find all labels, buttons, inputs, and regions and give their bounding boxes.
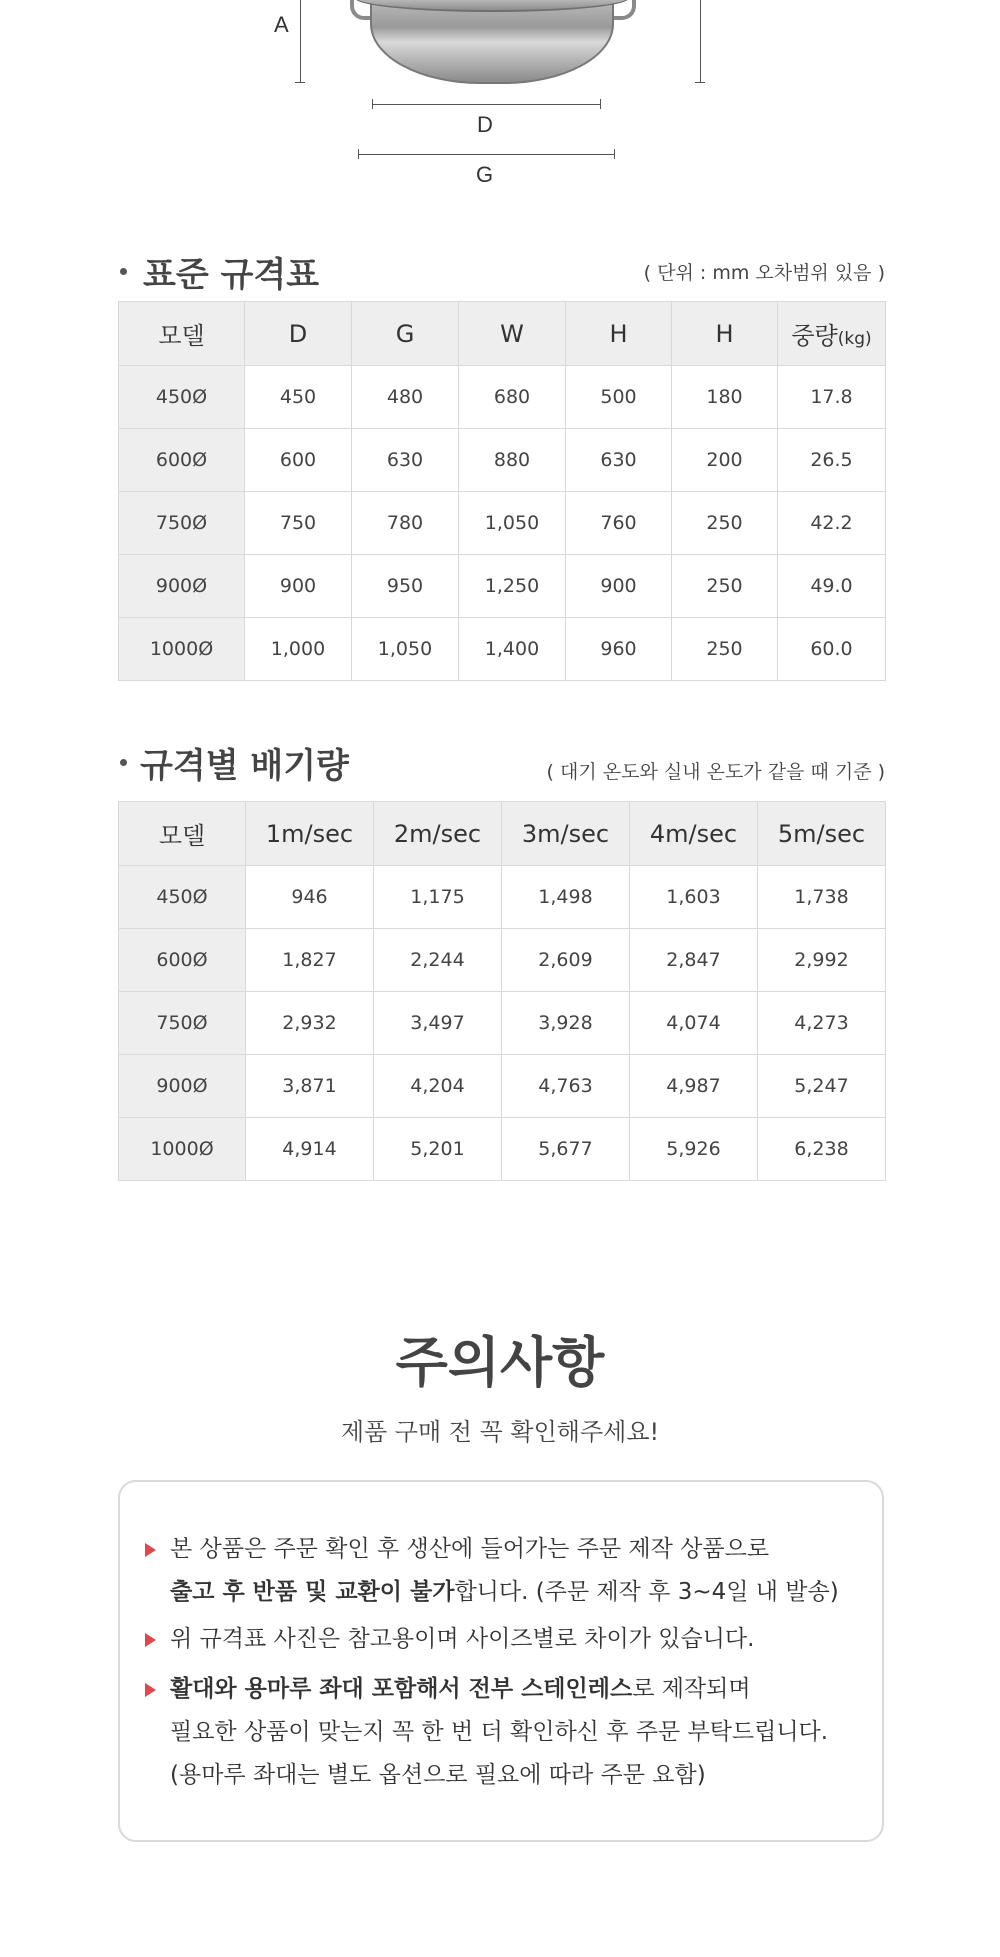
table-cell: 630 — [566, 429, 672, 492]
header-cell: 모델 — [119, 302, 245, 366]
dimension-tick — [695, 82, 705, 83]
table-cell: 2,932 — [246, 992, 374, 1055]
dimension-tick — [600, 99, 601, 109]
table-cell: 4,914 — [246, 1118, 374, 1181]
table-cell: 750 — [245, 492, 352, 555]
dimension-line-d — [372, 104, 600, 105]
table-cell: 1,738 — [758, 866, 886, 929]
table-cell: 2,609 — [502, 929, 630, 992]
model-cell: 450Ø — [119, 366, 245, 429]
table-cell: 17.8 — [778, 366, 886, 429]
spec-unit-note: ( 단위 : mm 오차범위 있음 ) — [643, 262, 885, 284]
table-cell: 4,074 — [630, 992, 758, 1055]
table-cell: 600 — [245, 429, 352, 492]
table-cell: 250 — [672, 492, 778, 555]
caution-item-2: 위 규격표 사진은 참고용이며 사이즈별로 차이가 있습니다. — [170, 1626, 755, 1652]
table-row — [119, 492, 886, 555]
table-cell: 4,987 — [630, 1055, 758, 1118]
dimension-label-d: D — [477, 112, 493, 137]
table-cell: 5,201 — [374, 1118, 502, 1181]
table-cell: 630 — [352, 429, 459, 492]
caution-item-1-rest: 합니다. (주문 제작 후 3~4일 내 발송) — [454, 1579, 839, 1605]
caution-title: 주의사항 — [395, 1331, 605, 1394]
dimension-tick — [358, 149, 359, 159]
table-cell: 4,273 — [758, 992, 886, 1055]
caution-subtitle: 제품 구매 전 꼭 확인해주세요! — [340, 1418, 660, 1446]
table-cell: 3,871 — [246, 1055, 374, 1118]
table-row — [119, 618, 886, 681]
model-cell: 600Ø — [119, 429, 245, 492]
dimension-tick — [295, 82, 305, 83]
caution-item-1-line2 — [170, 1571, 839, 1614]
header-cell: 모델 — [119, 802, 246, 866]
table-cell: 760 — [566, 492, 672, 555]
header-cell: 3m/sec — [502, 802, 630, 866]
table-cell: 6,238 — [758, 1118, 886, 1181]
table-header-row — [119, 302, 886, 366]
table-cell: 1,603 — [630, 866, 758, 929]
table-cell: 3,497 — [374, 992, 502, 1055]
table-cell: 3,928 — [502, 992, 630, 1055]
model-cell: 750Ø — [119, 492, 245, 555]
table-row — [119, 366, 886, 429]
arrow-icon — [145, 1683, 156, 1697]
table-cell: 1,000 — [245, 618, 352, 681]
dimension-diagram — [0, 0, 1000, 200]
caution-item-3-line2: 필요한 상품이 맞는지 꼭 한 번 더 확인하신 후 주문 부탁드립니다. — [170, 1719, 829, 1745]
header-cell-weight — [778, 302, 886, 366]
table-row — [119, 866, 886, 929]
table-cell: 1,400 — [459, 618, 566, 681]
table-cell: 950 — [352, 555, 459, 618]
table-row — [119, 929, 886, 992]
header-cell: H — [566, 302, 672, 366]
table-cell: 4,204 — [374, 1055, 502, 1118]
table-cell: 900 — [566, 555, 672, 618]
caution-item-3 — [170, 1668, 828, 1797]
table-cell: 780 — [352, 492, 459, 555]
table-cell: 946 — [246, 866, 374, 929]
table-cell: 26.5 — [778, 429, 886, 492]
table-cell: 180 — [672, 366, 778, 429]
header-cell: 5m/sec — [758, 802, 886, 866]
model-cell: 1000Ø — [119, 1118, 246, 1181]
table-row — [119, 555, 886, 618]
table-cell: 49.0 — [778, 555, 886, 618]
header-cell: D — [245, 302, 352, 366]
header-cell: 4m/sec — [630, 802, 758, 866]
dimension-line-a — [300, 0, 301, 82]
dimension-line-g — [358, 154, 614, 155]
table-cell: 5,247 — [758, 1055, 886, 1118]
table-cell: 4,763 — [502, 1055, 630, 1118]
table-cell: 5,677 — [502, 1118, 630, 1181]
header-cell: G — [352, 302, 459, 366]
section-bullet — [120, 759, 127, 766]
header-cell: H — [672, 302, 778, 366]
table-cell: 5,926 — [630, 1118, 758, 1181]
table-cell: 1,050 — [459, 492, 566, 555]
header-cell: 2m/sec — [374, 802, 502, 866]
table-cell: 1,250 — [459, 555, 566, 618]
table-cell: 450 — [245, 366, 352, 429]
caution-item-3-rest: 로 제작되며 — [632, 1676, 751, 1702]
table-cell: 680 — [459, 366, 566, 429]
caution-item-1-bold: 출고 후 반품 및 교환이 불가 — [170, 1579, 455, 1605]
caution-item-1-line1: 본 상품은 주문 확인 후 생산에 들어가는 주문 제작 상품으로 — [170, 1536, 770, 1562]
table-row — [119, 1055, 886, 1118]
caution-item-3-line3: (용마루 좌대는 별도 옵션으로 필요에 따라 주문 요함) — [170, 1762, 706, 1788]
caution-item-1 — [170, 1528, 839, 1614]
table-cell: 1,498 — [502, 866, 630, 929]
arrow-icon — [145, 1543, 156, 1557]
table-cell: 960 — [566, 618, 672, 681]
table-cell: 900 — [245, 555, 352, 618]
table-cell: 200 — [672, 429, 778, 492]
table-cell: 480 — [352, 366, 459, 429]
table-row — [119, 992, 886, 1055]
exhaust-table — [118, 801, 886, 1181]
table-cell: 2,847 — [630, 929, 758, 992]
model-cell: 600Ø — [119, 929, 246, 992]
dimension-tick — [614, 149, 615, 159]
weight-label: 중량 — [791, 322, 838, 350]
table-cell: 1,175 — [374, 866, 502, 929]
table-cell: 1,050 — [352, 618, 459, 681]
table-header-row — [119, 802, 886, 866]
dimension-label-g: G — [476, 162, 494, 187]
header-cell: W — [459, 302, 566, 366]
table-cell: 880 — [459, 429, 566, 492]
caution-item-3-bold: 활대와 용마루 좌대 포함해서 전부 스테인레스 — [170, 1676, 633, 1702]
table-cell: 2,992 — [758, 929, 886, 992]
dimension-line-h — [700, 0, 701, 82]
model-cell: 1000Ø — [119, 618, 245, 681]
model-cell: 900Ø — [119, 1055, 246, 1118]
table-cell: 500 — [566, 366, 672, 429]
dimension-label-a: A — [274, 12, 289, 37]
exhaust-unit-note: ( 대기 온도와 실내 온도가 같을 때 기준 ) — [546, 761, 885, 783]
model-cell: 750Ø — [119, 992, 246, 1055]
table-cell: 60.0 — [778, 618, 886, 681]
arrow-icon — [145, 1633, 156, 1647]
table-cell: 250 — [672, 618, 778, 681]
exhaust-table-title: 규격별 배기량 — [140, 746, 349, 786]
spec-table — [118, 301, 886, 681]
caution-item-3-line1 — [170, 1668, 828, 1711]
table-row — [119, 1118, 886, 1181]
table-cell: 42.2 — [778, 492, 886, 555]
model-cell: 450Ø — [119, 866, 246, 929]
section-bullet — [120, 268, 127, 275]
table-cell: 250 — [672, 555, 778, 618]
table-row — [119, 429, 886, 492]
pot-illustration — [370, 0, 614, 84]
weight-unit: (kg) — [837, 329, 872, 349]
table-cell: 2,244 — [374, 929, 502, 992]
table-cell: 1,827 — [246, 929, 374, 992]
spec-table-title: 표준 규격표 — [143, 255, 320, 295]
header-cell: 1m/sec — [246, 802, 374, 866]
model-cell: 900Ø — [119, 555, 245, 618]
dimension-tick — [372, 99, 373, 109]
